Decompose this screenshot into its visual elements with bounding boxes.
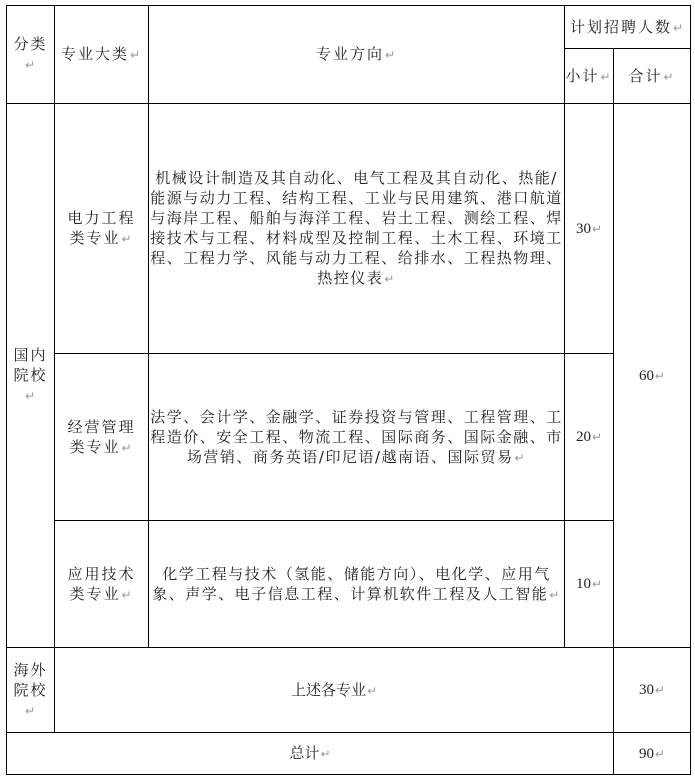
header-planned-hires: 计划招聘人数↵ (565, 6, 691, 49)
grand-total-label: 总计↵ (7, 733, 614, 775)
table-row (7, 648, 691, 733)
header-total: 合计↵ (614, 49, 691, 104)
overseas-directions: 上述各专业↵ (55, 648, 614, 733)
recruitment-plan-table (6, 5, 691, 775)
table-row (7, 521, 691, 648)
overseas-total: 30↵ (614, 648, 691, 733)
category-power-engineering: 电力工程 类专业↵ (55, 104, 149, 354)
subtotal-power-engineering: 30↵ (565, 104, 614, 354)
category-applied-technology: 应用技术 类专业↵ (55, 521, 149, 648)
directions-applied-technology: 化学工程与技术（氢能、储能方向）、电化学、应用气象、声学、电子信息工程、计算机软件工程及人工智能↵ (149, 521, 565, 648)
header-major-direction: 专业方向↵ (149, 6, 565, 104)
table-row (7, 733, 691, 775)
header-classification: 分类↵ (7, 6, 55, 104)
header-subtotal: 小计↵ (565, 49, 614, 104)
table-row (7, 354, 691, 521)
subtotal-applied-technology: 10↵ (565, 521, 614, 648)
domestic-label: 国内 院校↵ (7, 104, 55, 648)
domestic-total: 60↵ (614, 104, 691, 648)
directions-power-engineering: 机械设计制造及其自动化、电气工程及其自动化、热能/能源与动力工程、结构工程、工业与民用建筑、港口航道与海岸工程、船舶与海洋工程、岩土工程、测绘工程、焊接技术与工程、材料成型及控制工程、土木工程、环境工程、工程力学、风能与动力工程、给排水、工程热物理、热控仪表↵ (149, 104, 565, 354)
grand-total-value: 90↵ (614, 733, 691, 775)
table-row (7, 104, 691, 354)
category-business-management: 经营管理 类专业↵ (55, 354, 149, 521)
overseas-label: 海外 院校↵ (7, 648, 55, 733)
directions-business-management: 法学、会计学、金融学、证券投资与管理、工程管理、工程造价、安全工程、物流工程、国际商务、国际金融、市场营销、商务英语/印尼语/越南语、国际贸易↵ (149, 354, 565, 521)
subtotal-business-management: 20↵ (565, 354, 614, 521)
header-major-category: 专业大类↵ (55, 6, 149, 104)
